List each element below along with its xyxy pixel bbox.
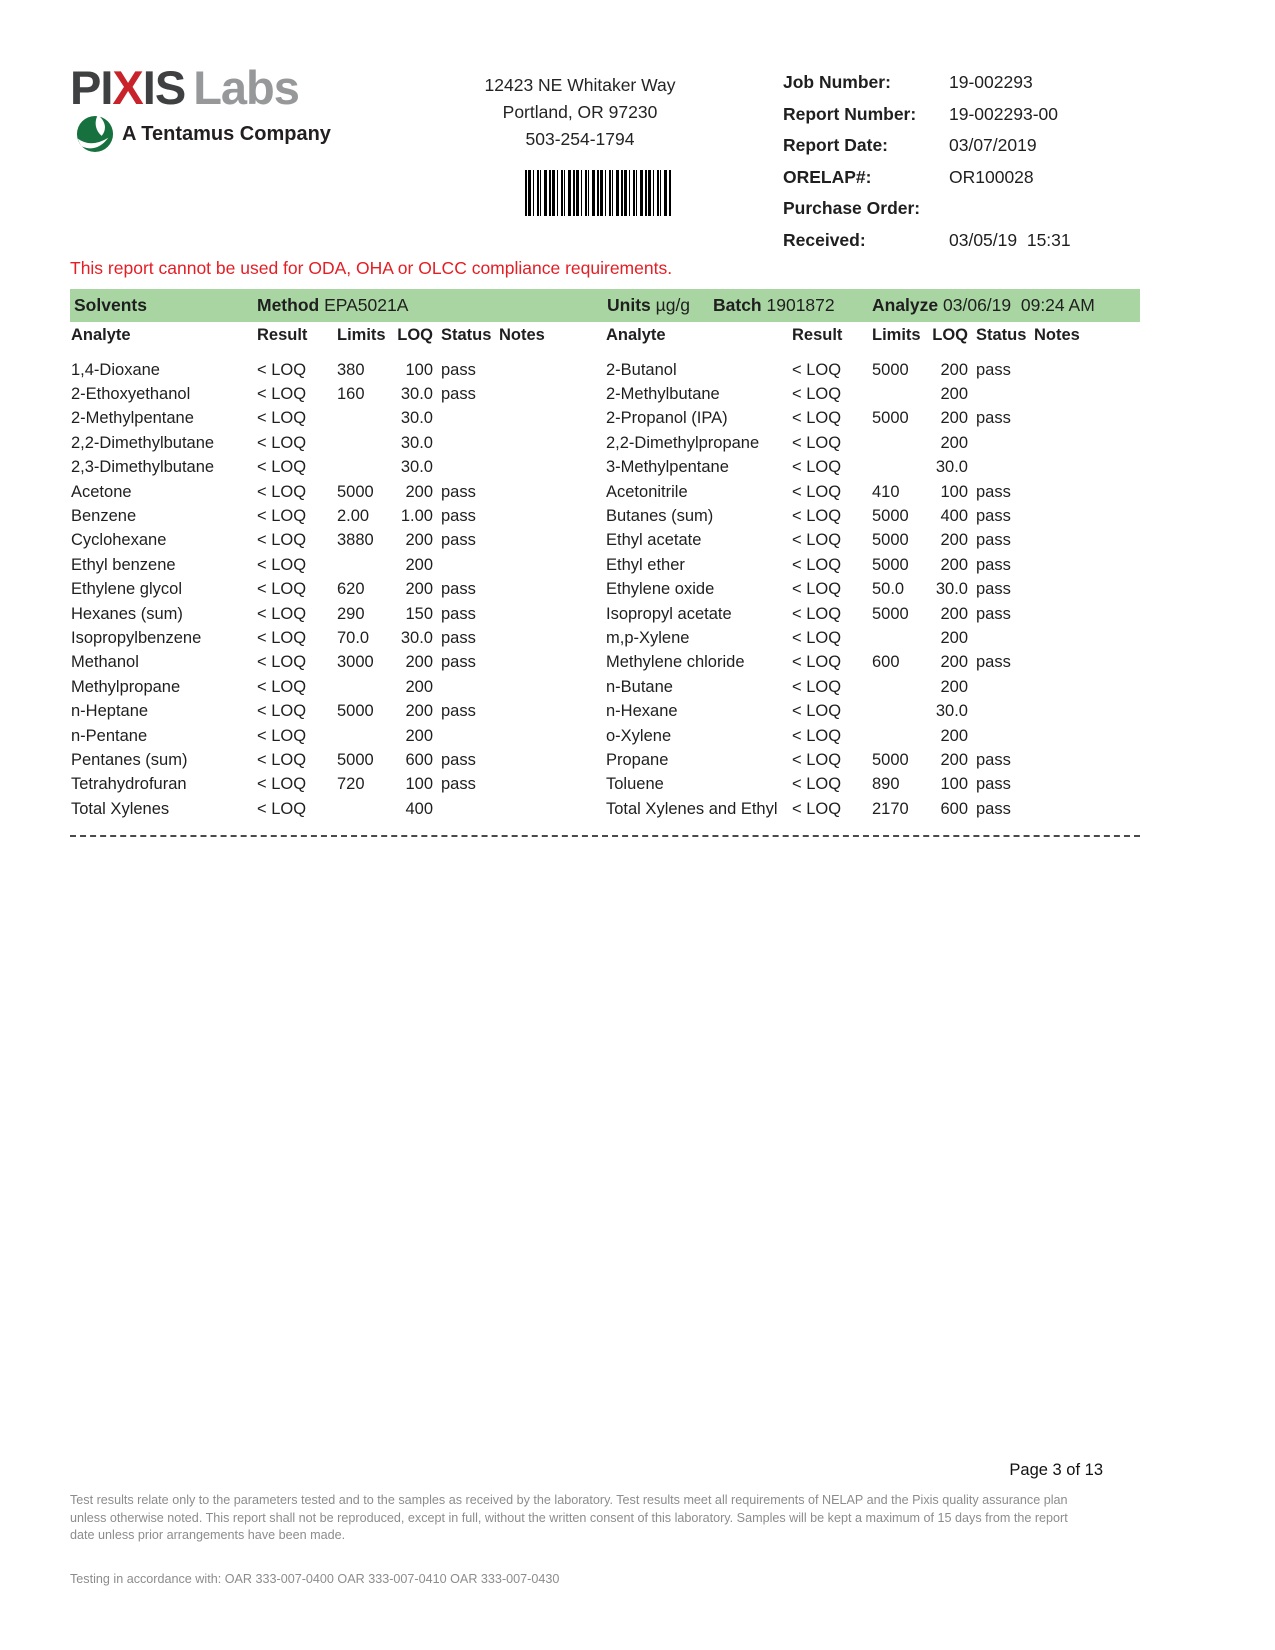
- analyte-cell: Total Xylenes and Ethyl: [606, 799, 778, 818]
- result-cell: < LOQ: [792, 409, 842, 428]
- analyte-cell: Tetrahydrofuran: [71, 775, 187, 794]
- tentamus-leaf-icon: [76, 115, 114, 153]
- table-row: [70, 358, 595, 382]
- info-row-received: [783, 230, 1143, 251]
- loq-cell: 200: [405, 580, 433, 599]
- result-cell: < LOQ: [257, 726, 307, 745]
- status-cell: pass: [441, 628, 476, 647]
- info-label: Received:: [783, 229, 866, 250]
- address-line: Portland, OR 97230: [502, 102, 658, 122]
- status-cell: pass: [976, 653, 1011, 672]
- analyte-cell: Total Xylenes: [71, 799, 170, 818]
- table-header-row: [605, 326, 1130, 358]
- info-value: OR100028: [949, 166, 1034, 187]
- table-row: [70, 504, 595, 528]
- table-row: [605, 504, 1130, 528]
- limits-cell: 2170: [872, 799, 909, 818]
- status-cell: pass: [441, 604, 476, 623]
- logo-tagline: A Tentamus Company: [122, 122, 331, 145]
- analyte-cell: 1,4-Dioxane: [71, 360, 160, 379]
- analyte-cell: 2-Methylbutane: [606, 385, 720, 404]
- info-value: 19-002293-00: [949, 103, 1058, 124]
- result-cell: < LOQ: [792, 555, 842, 574]
- report-info: [783, 72, 1143, 261]
- analyte-cell: 2,3-Dimethylbutane: [71, 458, 215, 477]
- table-row: [605, 699, 1130, 723]
- analyte-cell: o-Xylene: [606, 726, 672, 745]
- info-label: Report Date:: [783, 135, 889, 155]
- status-cell: pass: [976, 580, 1011, 599]
- table-row: [605, 578, 1130, 602]
- loq-cell: 200: [940, 409, 968, 428]
- loq-cell: 200: [940, 604, 968, 623]
- limits-cell: 290: [337, 604, 365, 623]
- table-row: [605, 382, 1130, 406]
- analyte-cell: n-Butane: [606, 677, 673, 696]
- result-cell: < LOQ: [792, 775, 842, 794]
- section-header-bar: [70, 289, 1140, 322]
- column-header-result: Result: [257, 326, 308, 344]
- pixis-labs-logo: [70, 61, 331, 153]
- result-cell: < LOQ: [792, 702, 842, 721]
- status-cell: pass: [441, 580, 476, 599]
- analyte-cell: n-Pentane: [71, 726, 148, 745]
- loq-cell: 200: [405, 677, 433, 696]
- result-cell: < LOQ: [792, 580, 842, 599]
- analyte-cell: 2-Ethoxyethanol: [71, 385, 191, 404]
- limits-cell: 5000: [872, 555, 909, 574]
- analyte-cell: Ethyl ether: [606, 555, 685, 574]
- status-cell: pass: [976, 360, 1011, 379]
- column-header-result: Result: [792, 326, 843, 344]
- table-row: [70, 578, 595, 602]
- info-row-job-number: [783, 72, 1143, 93]
- table-row: [605, 529, 1130, 553]
- loq-cell: 30.0: [400, 433, 433, 452]
- status-cell: pass: [976, 799, 1011, 818]
- limits-cell: 5000: [872, 604, 909, 623]
- result-cell: < LOQ: [257, 628, 307, 647]
- method-value: EPA5021A: [324, 295, 409, 315]
- column-header-analyte: Analyte: [606, 326, 666, 344]
- logo-text-x: X: [112, 61, 143, 114]
- column-header-status: Status: [976, 326, 1027, 344]
- column-header-notes: Notes: [1034, 326, 1080, 344]
- loq-cell: 400: [405, 799, 433, 818]
- result-cell: < LOQ: [257, 360, 307, 379]
- analyte-cell: n-Heptane: [71, 702, 149, 721]
- loq-cell: 200: [940, 726, 968, 745]
- status-cell: pass: [441, 702, 476, 721]
- loq-cell: 30.0: [400, 628, 433, 647]
- section-method: [257, 295, 408, 316]
- limits-cell: 5000: [872, 750, 909, 769]
- loq-cell: 400: [940, 507, 968, 526]
- table-row: [605, 675, 1130, 699]
- table-row: [605, 626, 1130, 650]
- analyte-cell: 3-Methylpentane: [606, 458, 729, 477]
- section-units: [607, 295, 690, 316]
- status-cell: pass: [976, 507, 1011, 526]
- limits-cell: 5000: [872, 507, 909, 526]
- limits-cell: 5000: [337, 482, 374, 501]
- lab-address: [420, 72, 740, 153]
- status-cell: pass: [441, 750, 476, 769]
- loq-cell: 30.0: [400, 385, 433, 404]
- analyte-cell: Ethyl benzene: [71, 555, 176, 574]
- loq-cell: 150: [405, 604, 433, 623]
- limits-cell: 70.0: [337, 628, 370, 647]
- loq-cell: 600: [405, 750, 433, 769]
- section-analyze: [872, 295, 1095, 316]
- section-batch: [713, 295, 835, 316]
- status-cell: pass: [976, 750, 1011, 769]
- info-label: Report Number:: [783, 103, 917, 124]
- analyte-cell: Toluene: [606, 775, 664, 794]
- loq-cell: 200: [405, 555, 433, 574]
- info-row-purchase-order: [783, 198, 1143, 219]
- loq-cell: 600: [940, 799, 968, 818]
- batch-label: Batch: [713, 295, 762, 315]
- table-row: [70, 456, 595, 480]
- table-row: [70, 553, 595, 577]
- result-cell: < LOQ: [257, 507, 307, 526]
- loq-cell: 200: [405, 726, 433, 745]
- column-header-notes: Notes: [499, 326, 545, 344]
- table-row: [70, 773, 595, 797]
- result-cell: < LOQ: [257, 409, 307, 428]
- loq-cell: 100: [405, 360, 433, 379]
- result-cell: < LOQ: [792, 750, 842, 769]
- loq-cell: 200: [940, 360, 968, 379]
- loq-cell: 30.0: [935, 580, 968, 599]
- address-line: 12423 NE Whitaker Way: [484, 75, 676, 95]
- compliance-notice: This report cannot be used for ODA, OHA or OLCC compliance requirements.: [70, 258, 673, 278]
- analyte-cell: m,p-Xylene: [606, 628, 690, 647]
- limits-cell: 3880: [337, 531, 374, 550]
- table-row: [70, 382, 595, 406]
- analyte-cell: Ethyl acetate: [606, 531, 702, 550]
- analyte-cell: Methanol: [71, 653, 139, 672]
- result-cell: < LOQ: [257, 555, 307, 574]
- analyte-cell: n-Hexane: [606, 702, 678, 721]
- loq-cell: 1.00: [400, 507, 433, 526]
- section-name: Solvents: [74, 295, 147, 315]
- status-cell: pass: [976, 482, 1011, 501]
- footer-accordance: Testing in accordance with: OAR 333-007-0400 OAR 333-007-0410 OAR 333-007-0430: [70, 1572, 560, 1586]
- info-row-orelap: [783, 167, 1143, 188]
- analyte-cell: Methylpropane: [71, 677, 181, 696]
- analyte-cell: Methylene chloride: [606, 653, 745, 672]
- loq-cell: 200: [940, 385, 968, 404]
- status-cell: pass: [441, 507, 476, 526]
- loq-cell: 200: [940, 531, 968, 550]
- status-cell: pass: [976, 409, 1011, 428]
- result-cell: < LOQ: [792, 507, 842, 526]
- analyte-cell: 2-Butanol: [606, 360, 677, 379]
- loq-cell: 200: [940, 555, 968, 574]
- analyte-cell: Acetone: [71, 482, 132, 501]
- analyte-cell: Hexanes (sum): [71, 604, 183, 623]
- result-cell: < LOQ: [792, 385, 842, 404]
- analyte-cell: Acetonitrile: [606, 482, 688, 501]
- column-header-limits: Limits: [872, 326, 921, 344]
- status-cell: pass: [441, 385, 476, 404]
- result-cell: < LOQ: [257, 799, 307, 818]
- result-cell: < LOQ: [792, 726, 842, 745]
- result-cell: < LOQ: [792, 360, 842, 379]
- method-label: Method: [257, 295, 320, 315]
- result-cell: < LOQ: [257, 775, 307, 794]
- result-cell: < LOQ: [792, 482, 842, 501]
- result-cell: < LOQ: [792, 677, 842, 696]
- limits-cell: 410: [872, 482, 900, 501]
- status-cell: pass: [976, 555, 1011, 574]
- analyte-cell: Ethylene glycol: [71, 580, 182, 599]
- loq-cell: 200: [940, 628, 968, 647]
- loq-cell: 30.0: [400, 409, 433, 428]
- table-row: [605, 651, 1130, 675]
- loq-cell: 100: [405, 775, 433, 794]
- result-cell: < LOQ: [257, 580, 307, 599]
- table-row: [70, 724, 595, 748]
- analyte-cell: 2,2-Dimethylbutane: [71, 433, 215, 452]
- result-cell: < LOQ: [792, 433, 842, 452]
- limits-cell: 5000: [872, 409, 909, 428]
- analyte-cell: Benzene: [71, 507, 137, 526]
- info-label: Job Number:: [783, 72, 891, 92]
- results-tables: [70, 326, 1140, 837]
- info-value: 03/07/2019: [949, 135, 1037, 155]
- limits-cell: 5000: [337, 750, 374, 769]
- units-value: µg/g: [655, 295, 691, 315]
- info-label: Purchase Order:: [783, 198, 921, 218]
- status-cell: pass: [441, 653, 476, 672]
- table-row: [70, 602, 595, 626]
- status-cell: pass: [441, 482, 476, 501]
- analyte-cell: 2-Propanol (IPA): [606, 409, 728, 428]
- table-row: [605, 407, 1130, 431]
- info-label: ORELAP#:: [783, 166, 872, 187]
- limits-cell: 600: [872, 653, 900, 672]
- loq-cell: 200: [405, 653, 433, 672]
- table-row: [70, 748, 595, 772]
- results-table-left: [70, 326, 595, 821]
- result-cell: < LOQ: [257, 482, 307, 501]
- table-row: [605, 602, 1130, 626]
- limits-cell: 160: [337, 385, 365, 404]
- table-row: [70, 529, 595, 553]
- page-number: Page 3 of 13: [1009, 1461, 1103, 1479]
- column-header-loq: LOQ: [932, 326, 968, 344]
- batch-value: 1901872: [766, 295, 835, 315]
- info-row-report-number: [783, 104, 1143, 125]
- result-cell: < LOQ: [257, 750, 307, 769]
- address-line: 503-254-1794: [525, 129, 635, 149]
- column-header-limits: Limits: [337, 326, 386, 344]
- limits-cell: 720: [337, 775, 365, 794]
- limits-cell: 50.0: [872, 580, 905, 599]
- results-table-right: [605, 326, 1130, 821]
- units-label: Units: [607, 295, 651, 315]
- footer-disclaimer: Test results relate only to the parameters tested and to the samples as received by the laboratory. Test results meet all requirements of NELAP and the Pixis quality assurance plan unless otherwise noted. This report shall not be reproduced, except in full, without the written consent of this laboratory. Samples will be kept a maximum of 15 days from the report date unless prior arrangements have been made.: [70, 1493, 1068, 1543]
- limits-cell: 5000: [872, 531, 909, 550]
- status-cell: pass: [976, 604, 1011, 623]
- loq-cell: 200: [405, 702, 433, 721]
- table-header-row: [70, 326, 595, 358]
- analyte-cell: Isopropylbenzene: [71, 628, 202, 647]
- logo-text-is: IS: [142, 61, 186, 114]
- result-cell: < LOQ: [257, 433, 307, 452]
- limits-cell: 5000: [337, 702, 374, 721]
- analyte-cell: Cyclohexane: [71, 531, 167, 550]
- loq-cell: 200: [940, 653, 968, 672]
- status-cell: pass: [441, 775, 476, 794]
- analyte-cell: 2-Methylpentane: [71, 409, 194, 428]
- table-row: [70, 407, 595, 431]
- result-cell: < LOQ: [257, 385, 307, 404]
- analyte-cell: 2,2-Dimethylpropane: [606, 433, 760, 452]
- table-row: [70, 797, 595, 821]
- logo-text-pi: PI: [70, 61, 113, 114]
- limits-cell: 380: [337, 360, 365, 379]
- loq-cell: 200: [940, 433, 968, 452]
- result-cell: < LOQ: [792, 653, 842, 672]
- loq-cell: 100: [940, 482, 968, 501]
- loq-cell: 30.0: [935, 702, 968, 721]
- table-row: [605, 480, 1130, 504]
- loq-cell: 30.0: [935, 458, 968, 477]
- logo-text-labs: Labs: [193, 61, 299, 114]
- table-row: [605, 773, 1130, 797]
- result-cell: < LOQ: [257, 702, 307, 721]
- table-row: [70, 651, 595, 675]
- table-row: [605, 431, 1130, 455]
- analyte-cell: Ethylene oxide: [606, 580, 715, 599]
- limits-cell: 3000: [337, 653, 374, 672]
- table-row: [605, 748, 1130, 772]
- analyze-value: 03/06/19 09:24 AM: [943, 295, 1095, 315]
- info-value: 03/05/19 15:31: [949, 229, 1071, 250]
- loq-cell: 200: [405, 482, 433, 501]
- table-row: [70, 675, 595, 699]
- analyze-label: Analyze: [872, 295, 939, 315]
- result-cell: < LOQ: [257, 677, 307, 696]
- result-cell: < LOQ: [257, 531, 307, 550]
- result-cell: < LOQ: [792, 628, 842, 647]
- limits-cell: 5000: [872, 360, 909, 379]
- barcode: [525, 170, 671, 216]
- limits-cell: 2.00: [337, 507, 370, 526]
- analyte-cell: Pentanes (sum): [71, 750, 188, 769]
- loq-cell: 200: [405, 531, 433, 550]
- table-row: [605, 553, 1130, 577]
- result-cell: < LOQ: [257, 458, 307, 477]
- column-header-analyte: Analyte: [71, 326, 131, 344]
- result-cell: < LOQ: [257, 604, 307, 623]
- analyte-cell: Isopropyl acetate: [606, 604, 732, 623]
- table-row: [70, 480, 595, 504]
- info-row-report-date: [783, 135, 1143, 156]
- analyte-cell: Butanes (sum): [606, 507, 714, 526]
- status-cell: pass: [976, 775, 1011, 794]
- table-row: [605, 724, 1130, 748]
- loq-cell: 200: [940, 677, 968, 696]
- table-row: [605, 456, 1130, 480]
- table-row: [605, 797, 1130, 821]
- result-cell: < LOQ: [257, 653, 307, 672]
- loq-cell: 100: [940, 775, 968, 794]
- limits-cell: 890: [872, 775, 900, 794]
- result-cell: < LOQ: [792, 458, 842, 477]
- status-cell: pass: [441, 531, 476, 550]
- analyte-cell: Propane: [606, 750, 669, 769]
- result-cell: < LOQ: [792, 799, 842, 818]
- table-row: [70, 626, 595, 650]
- table-row: [605, 358, 1130, 382]
- loq-cell: 30.0: [400, 458, 433, 477]
- column-header-status: Status: [441, 326, 492, 344]
- logo-wordmark: [70, 61, 331, 114]
- info-value: 19-002293: [949, 72, 1033, 92]
- status-cell: pass: [976, 531, 1011, 550]
- limits-cell: 620: [337, 580, 365, 599]
- result-cell: < LOQ: [792, 604, 842, 623]
- result-cell: < LOQ: [792, 531, 842, 550]
- column-header-loq: LOQ: [397, 326, 433, 344]
- status-cell: pass: [441, 360, 476, 379]
- table-row: [70, 431, 595, 455]
- table-row: [70, 699, 595, 723]
- loq-cell: 200: [940, 750, 968, 769]
